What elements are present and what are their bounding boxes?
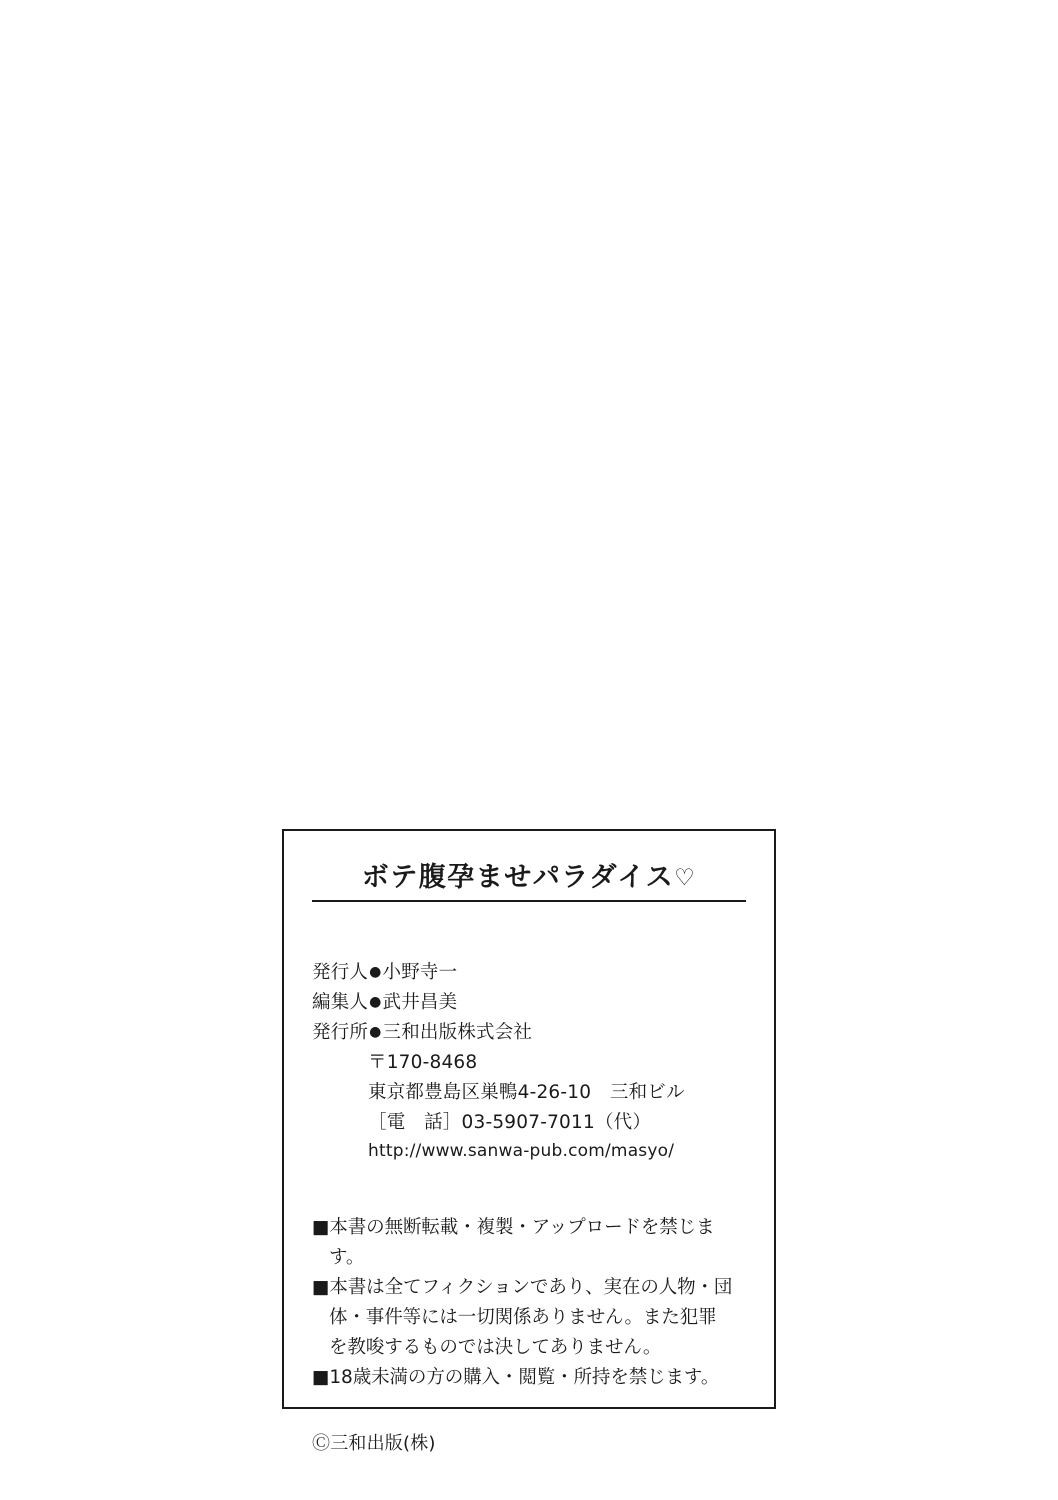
colophon-content bbox=[284, 831, 774, 1454]
notice-item bbox=[312, 1273, 746, 1363]
notice-item bbox=[312, 1363, 746, 1393]
notice-line: ■本書は全てフィクションであり、実在の人物・団 bbox=[312, 1276, 733, 1298]
publisher-person-row bbox=[312, 958, 746, 988]
phone: ［電 話］03-5907-7011（代） bbox=[368, 1111, 652, 1133]
notice-line: ■18歳未満の方の購入・閲覧・所持を禁じます。 bbox=[312, 1366, 720, 1388]
address: 東京都豊島区巣鴨4-26-10 三和ビル bbox=[368, 1081, 685, 1103]
bullet-icon: ● bbox=[369, 963, 382, 980]
publisher-person-name: 小野寺一 bbox=[382, 961, 458, 983]
page-title bbox=[362, 863, 697, 893]
bullet-icon: ● bbox=[369, 993, 382, 1010]
notice-line: を教唆するものでは決してありません。 bbox=[329, 1336, 662, 1358]
editor-row bbox=[312, 988, 746, 1018]
company-row bbox=[312, 1018, 746, 1048]
editor-name: 武井昌美 bbox=[382, 991, 458, 1013]
notices-block bbox=[312, 1213, 746, 1393]
book-title-text: ボテ腹孕ませパラダイス bbox=[361, 862, 675, 893]
bullet-icon: ● bbox=[369, 1023, 382, 1040]
postal-code: 〒170-8468 bbox=[368, 1051, 478, 1073]
notice-line: ■本書の無断転載・複製・アップロードを禁じます。 bbox=[312, 1217, 715, 1268]
company-name: 三和出版株式会社 bbox=[382, 1021, 533, 1043]
colophon-box bbox=[282, 829, 776, 1454]
editor-label: 編集人 bbox=[312, 991, 369, 1013]
website-url[interactable]: http://www.sanwa-pub.com/masyo/ bbox=[368, 1140, 675, 1161]
publisher-person-label: 発行人 bbox=[312, 961, 369, 983]
copyright-line: Ⓒ三和出版(株) bbox=[312, 1432, 436, 1454]
company-label: 発行所 bbox=[312, 1021, 369, 1043]
notice-line: 体・事件等には一切関係ありません。また犯罪 bbox=[329, 1306, 717, 1328]
imprint-block bbox=[312, 958, 746, 1165]
notice-item bbox=[312, 1213, 746, 1273]
title-block bbox=[312, 863, 746, 902]
heart-icon: ♡ bbox=[674, 865, 697, 891]
